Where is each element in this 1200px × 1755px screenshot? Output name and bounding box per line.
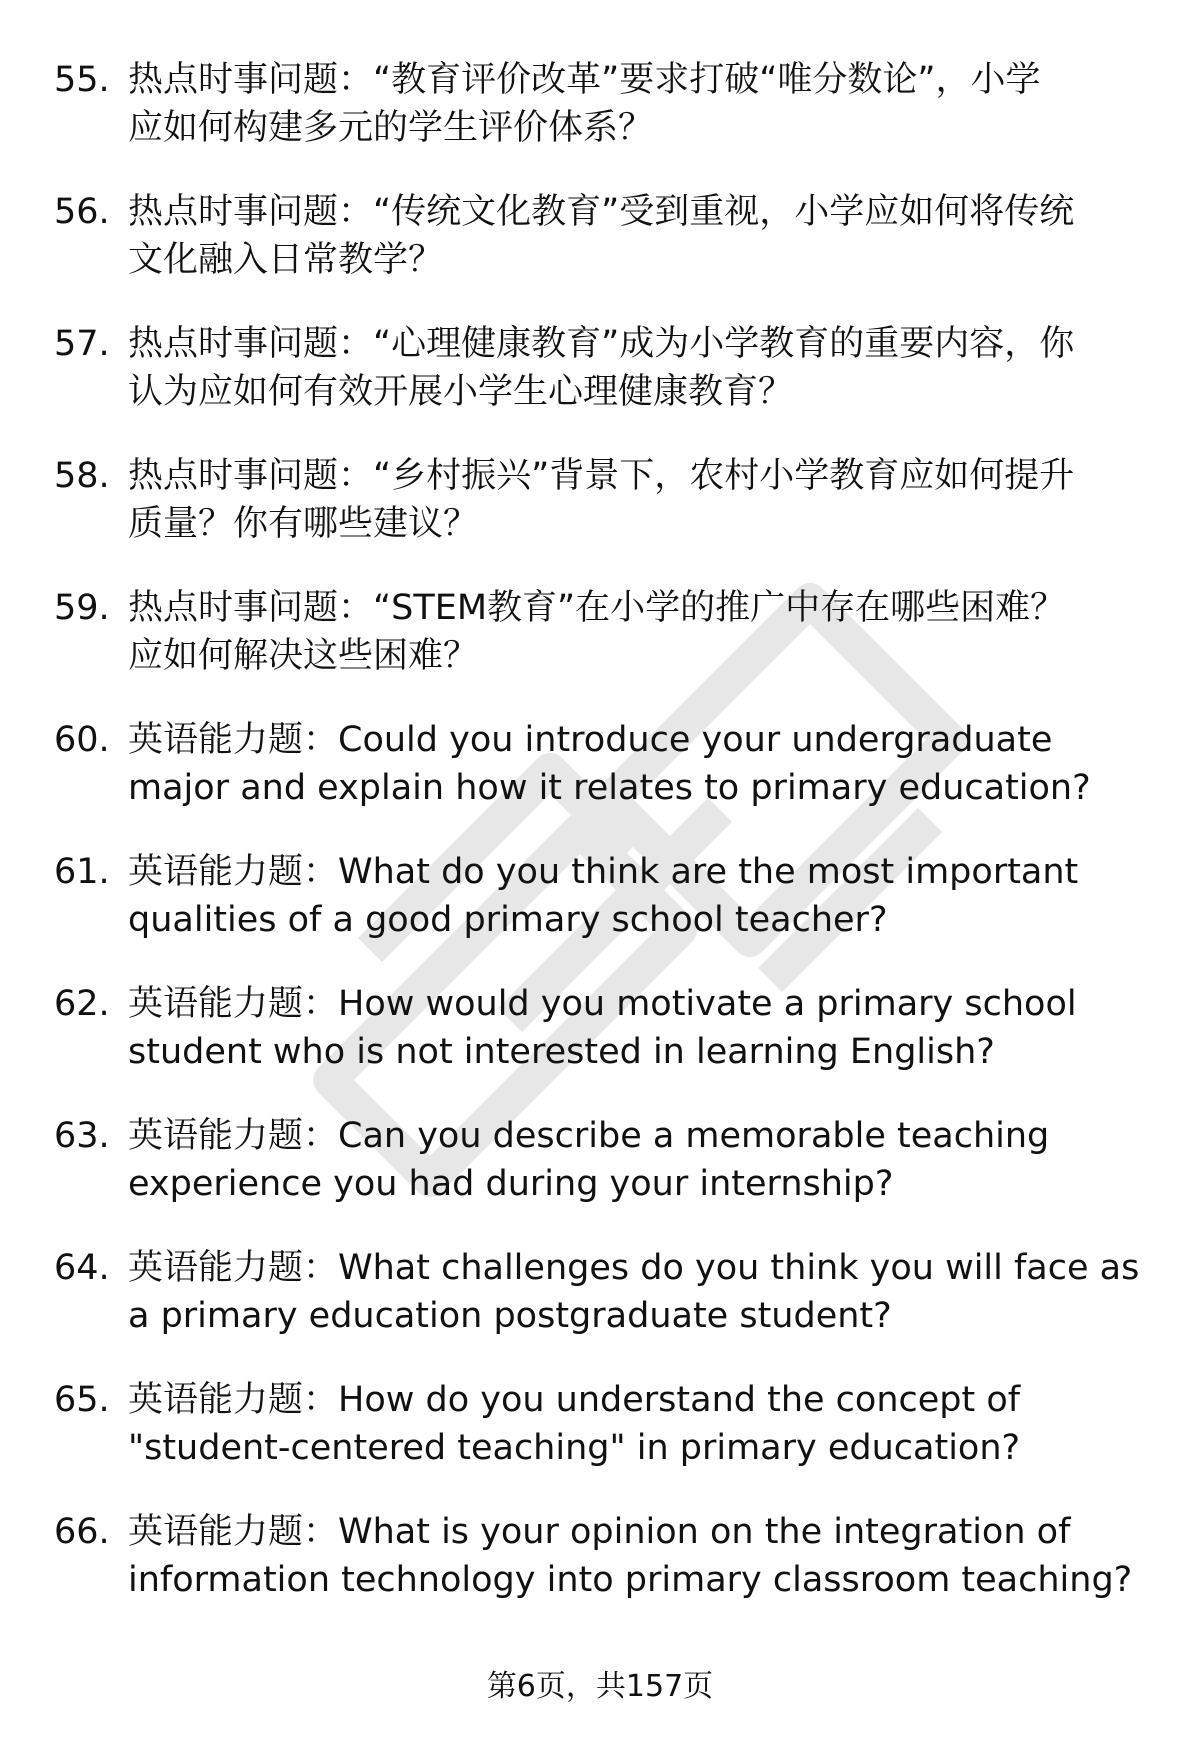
- question-item: [0, 848, 1200, 980]
- question-number: 58.: [54, 456, 110, 496]
- question-item: [0, 1376, 1200, 1508]
- question-item: [0, 56, 1200, 188]
- question-text: 热点时事问题：“心理健康教育”成为小学教育的重要内容，你 认为应如何有效开展小学生心理健康教育？: [128, 324, 1075, 412]
- question-text: 热点时事问题：“教育评价改革”要求打破“唯分数论”，小学 应如何构建多元的学生评价体系？: [128, 60, 1041, 148]
- question-text: 热点时事问题：“STEM教育”在小学的推广中存在哪些困难？ 应如何解决这些困难？: [128, 588, 1066, 676]
- question-item: [0, 188, 1200, 320]
- question-item: [0, 980, 1200, 1112]
- page-footer: 第6页，共157页: [486, 1669, 714, 1704]
- question-number: 65.: [54, 1380, 110, 1420]
- question-number: 55.: [54, 60, 110, 100]
- question-text: 热点时事问题：“传统文化教育”受到重视，小学应如何将传统 文化融入日常教学？: [128, 192, 1075, 280]
- question-number: 64.: [54, 1248, 110, 1288]
- question-number: 61.: [54, 852, 110, 892]
- question-number: 60.: [54, 720, 110, 760]
- question-item: [0, 584, 1200, 716]
- question-text: 英语能力题：What do you think are the most important qualities of a good primary school teacher?: [128, 852, 1079, 940]
- question-item: [0, 320, 1200, 452]
- question-text: 英语能力题：What is your opinion on the integration of information technology into primary classroom teaching?: [128, 1512, 1133, 1600]
- question-number: 63.: [54, 1116, 110, 1156]
- question-list: [0, 56, 1200, 1640]
- question-item: [0, 1112, 1200, 1244]
- question-number: 57.: [54, 324, 110, 364]
- question-number: 62.: [54, 984, 110, 1024]
- question-number: 56.: [54, 192, 110, 232]
- question-number: 66.: [54, 1512, 110, 1552]
- question-item: [0, 716, 1200, 848]
- question-text: 英语能力题：What challenges do you think you will face as a primary education postgraduate student?: [128, 1248, 1140, 1336]
- question-item: [0, 1244, 1200, 1376]
- question-text: 英语能力题：Can you describe a memorable teaching experience you had during your internship?: [128, 1116, 1050, 1204]
- question-text: 英语能力题：How do you understand the concept of "student-centered teaching" in primary education?: [128, 1380, 1021, 1468]
- question-item: [0, 452, 1200, 584]
- question-text: 英语能力题：How would you motivate a primary school student who is not interested in learning English?: [128, 984, 1077, 1072]
- question-number: 59.: [54, 588, 110, 628]
- question-text: 热点时事问题：“乡村振兴”背景下，农村小学教育应如何提升 质量？你有哪些建议？: [128, 456, 1075, 544]
- question-text: 英语能力题：Could you introduce your undergraduate major and explain how it relates to primary education?: [128, 720, 1091, 808]
- question-item: [0, 1508, 1200, 1640]
